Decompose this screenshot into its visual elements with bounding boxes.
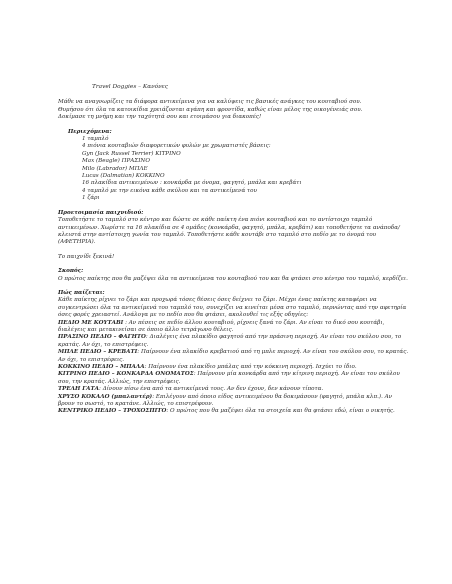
rule-item: [58, 386, 410, 393]
rule-label: ΧΡΥΣΟ ΚΟΚΑΛΟ (μπαλαντέρ): [58, 393, 153, 400]
list-item: 4 ταμπλό με την εικόνα κάθε σκύλου και τα αντικείμενά του: [82, 187, 257, 194]
rules-list: [58, 320, 410, 416]
rule-label: ΚΟΚΚΙΝΟ ΠΕΔΙΟ – ΜΠΑΛΑ: [58, 364, 145, 370]
goal-heading: Σκοπός:: [58, 268, 84, 275]
rule-label: ΜΠΛΕ ΠΕΔΙΟ – ΚΡΕΒΑΤΙ: [58, 349, 138, 356]
rule-item: [58, 349, 410, 364]
rule-text: : Διαλέγεις ένα πλακίδιο φαγητού από την πράσινη περιοχή. Αν είναι του σκύλου σου, το κρατάς. Αν όχι, το επιστρέφεις.: [58, 334, 402, 348]
list-item: 16 πλακίδια αντικειμένων : κονκάρδα με όνομα, φαγητό, μπάλα και κρεβάτι: [82, 180, 302, 187]
how-to-play-text: Κάθε παίκτης ρίχνει το ζάρι και προχωρά τόσες θέσεις όσες δείχνει το ζάρι. Μέχρι ένας παίκτης καταφέρει να συγκεντρώσει όλα τα αντικείμενά του ταμπλό του, συνεχίζει να κινείται μέσα στο ταμπλό, περνώντας από την αφετηρία όσες φορές χρειαστεί. Ανάλογα με το πεδίο που θα φτάσει, ακολουθεί τις εξής οδηγίες:: [58, 297, 407, 319]
intro-block: [58, 99, 410, 121]
rule-item: [58, 371, 410, 386]
contents-heading: Περιεχόμενα:: [68, 128, 112, 135]
rule-item: [58, 320, 410, 335]
rule-label: ΠΡΑΣΙΝΟ ΠΕΔΙΟ – ΦΑΓΗΤΟ: [58, 334, 146, 341]
list-item: Lucas (Dalmatian) ΚΟΚΚΙΝΟ: [82, 173, 165, 180]
intro-line: Δοκίμασε τη μνήμη και την ταχύτητά σου και ετοιμάσου για διακοπές!: [58, 114, 262, 121]
rule-text: : Παίρνουν ένα πλακίδιο μπάλας από την κόκκινη περιοχή. Ισχύει το ίδιο.: [144, 364, 357, 370]
how-to-play-heading: Πώς παίζεται:: [58, 289, 105, 296]
list-item: 1 ζάρι: [82, 195, 100, 202]
rule-text: : Παίρνουν ένα πλακίδιο κρεβατιού από τη μπλε περιοχή. Αν είναι του σκύλου σου, το κρατάς. Αν όχι, το επιστρέφεις.: [58, 349, 409, 363]
rule-text: : Αν πέσεις σε πεδίο άλλου κουταβιού, ρίχνεις ξανά το ζάρι. Αν είναι το δικό σου κουτάβι, διαλέγεις και μετακινείσαι σε όποιο άλλο τετράγωνο θέλεις.: [58, 319, 385, 333]
rule-item: [58, 334, 410, 349]
rule-label: ΚΙΤΡΙΝΟ ΠΕΔΙΟ – ΚΟΝΚΑΡΔΑ ΟΝΟΜΑΤΟΣ: [58, 371, 194, 378]
rule-text: : Δίνουν πίσω ένα από τα αντικείμενά τους. Αν δεν έχουν, δεν κάνουν τίποτα.: [99, 386, 324, 393]
rule-item: [58, 408, 410, 415]
rule-text: : Ο πρώτος που θα μαζέψει όλα τα στοιχεία και θα φτάσει εδώ, είναι ο νικητής.: [166, 408, 395, 415]
rule-label: ΚΕΝΤΡΙΚΟ ΠΕΔΙΟ – ΤΡΟΧΟΣΠΙΤΟ: [58, 408, 167, 415]
document-content: [58, 84, 410, 416]
document-title: Travel Doggies – Κανόνες: [92, 84, 169, 90]
goal-text: Ο πρώτος παίκτης που θα μαζέψει όλα τα αντικείμενα του κουταβιού του και θα φτάσει στο κέντρο του ταμπλό, κερδίζει.: [58, 275, 408, 282]
list-item: Max (Beagle) ΠΡΑΣΙΝΟ: [82, 158, 150, 165]
contents-list: [82, 136, 410, 203]
setup-heading: Προετοιμασία παιχνιδιού:: [58, 209, 144, 216]
play-start-text: Το παιχνίδι ξεκινά!: [58, 253, 115, 260]
rule-label: ΤΡΕΛΗ ΓΑΤΑ: [58, 386, 100, 393]
rule-text: : Επιλέγουν από όποιο είδος αντικειμένου θα δοκιμάσουν (φαγητό, μπάλα κλπ.). Αν βρουν το σωστό, το κρατάνε. Αλλιώς, το επιστρέφουν.: [58, 393, 393, 408]
setup-text: Τοποθετήστε το ταμπλό στο κέντρο και δώστε σε κάθε παίκτη ένα πιόνι κουταβιού και το αντίστοιχο ταμπλό αντικειμένων. Χωρίστε τα 16 πλακίδια σε 4 ομάδες (κονκάρδα, φαγητό, μπάλα, κρεβάτι) και τοποθετήστε τα ανάποδα/κλειστά στην αντίστοιχη γωνία του ταμπλό. Τοποθετήστε κάθε κουτάβι στο ταμπλό στο πεδίο με το όνομά του (ΑΦΕΤΗΡΙΑ).: [58, 217, 400, 246]
intro-line: Θυμήσου ότι όλα τα κατοικίδια χρειάζονται αγάπη και φροντίδα, καθώς είναι μέλος της οικογένειάς σου.: [58, 106, 363, 113]
list-item: 4 πιόνια κουταβιών διαφορετικών φυλών με χρωματιστές βάσεις:: [82, 143, 271, 150]
rule-text: : Παίρνουν μία κονκάρδα από την κίτρινη περιοχή. Αν είναι του σκύλου σου, την κρατάς. Αλλιώς, την επιστρέφεις.: [58, 371, 400, 385]
intro-line: Μάθε να αναγνωρίζεις τα διάφορα αντικείμενα για να καλύψεις τις βασικές ανάγκες του κουταβιού σου.: [58, 99, 362, 106]
rule-item: [58, 394, 410, 409]
list-item: Gyn (Jack Russel Terrier) ΚΙΤΡΙΝΟ: [82, 150, 181, 157]
list-item: Milo (Labrador) ΜΠΛΕ: [82, 165, 148, 172]
rule-label: ΠΕΔΙΟ ΜΕ ΚΟΥΤΑΒΙ: [58, 319, 124, 326]
list-item: 1 ταμπλό: [82, 136, 109, 143]
